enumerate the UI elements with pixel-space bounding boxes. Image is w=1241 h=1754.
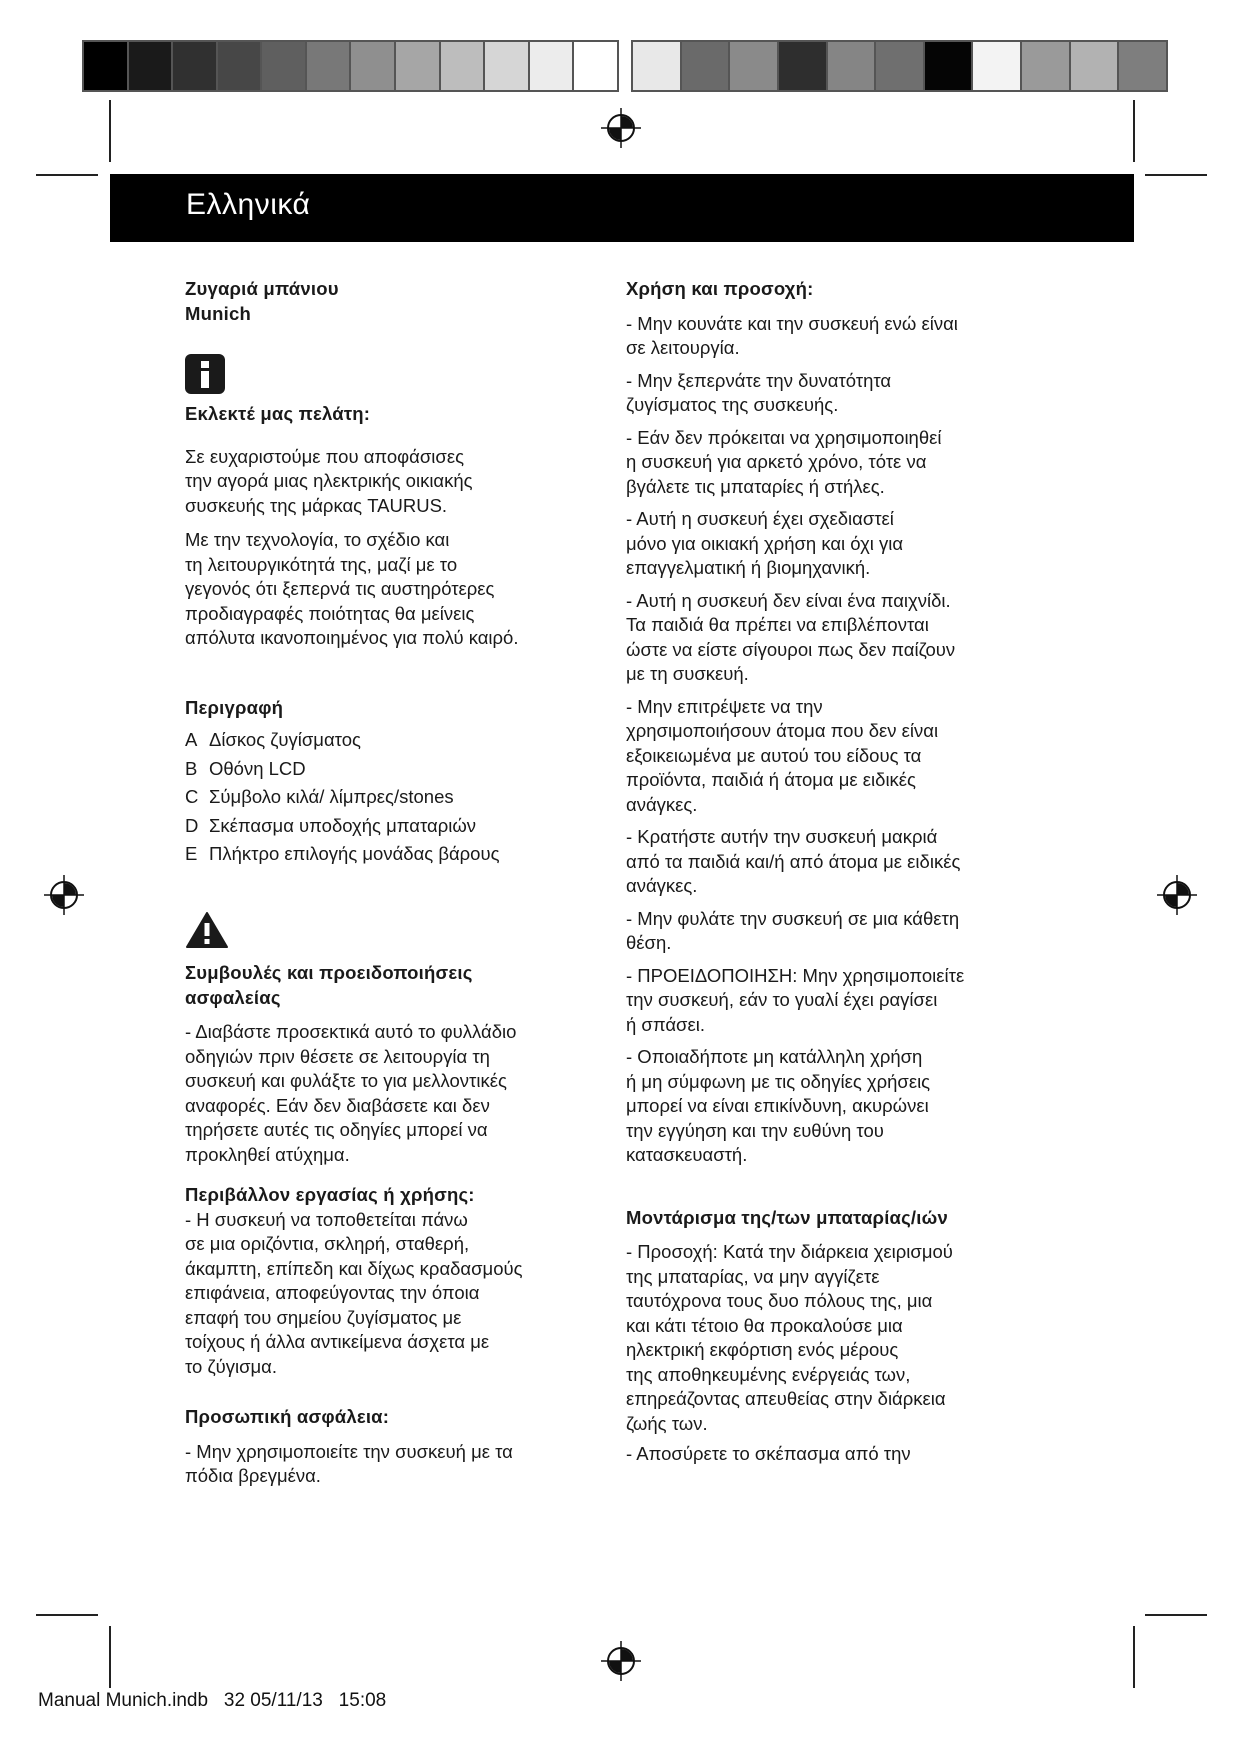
color-patch (218, 42, 263, 90)
color-patch (682, 42, 731, 90)
text-line: Με την τεχνολογία, το σχέδιο και (185, 529, 450, 550)
text-line: ταυτόχρονα τους δυο πόλους της, μια (626, 1290, 933, 1311)
crop-mark (1145, 174, 1207, 176)
text-line: σε μια οριζόντια, σκληρή, σταθερή, (185, 1233, 470, 1254)
description-item-letter: E (185, 843, 198, 864)
crop-mark (1145, 1614, 1207, 1616)
left-column (185, 277, 585, 1489)
color-calibration-strip-left (82, 40, 619, 92)
use-item (626, 695, 1036, 818)
text-line: ζωής των. (626, 1412, 708, 1434)
description-item (185, 842, 585, 867)
description-item-letter: D (185, 814, 199, 836)
text-line: απόλυτα ικανοποιημένος για πολύ καιρό. (185, 627, 519, 648)
color-patch (84, 42, 129, 90)
text-line: προδιαγραφές ποιότητας θα μείνεις (185, 602, 475, 624)
color-patch (876, 42, 925, 90)
use-item (626, 1045, 1036, 1168)
right-column (626, 277, 1036, 1467)
text-line: αναφορές. Εάν δεν διαβάσετε και δεν (185, 1094, 490, 1116)
text-line: ζυγίσματος της συσκευής. (626, 394, 839, 415)
text-line: μόνο για οικιακή χρήση και όχι για (626, 532, 904, 554)
text-line: ανάγκες. (626, 875, 698, 896)
intro-paragraph (185, 528, 585, 651)
text-line: επιφάνεια, αποφεύγοντας την όποια (185, 1282, 480, 1303)
use-item (626, 589, 1036, 687)
print-footer: Manual Munich.indb 32 05/11/13 15:08 (38, 1690, 387, 1711)
intro-paragraph (185, 445, 585, 519)
description-item-letter: A (185, 729, 198, 750)
description-item-text: Πλήκτρο επιλογής μονάδας βάρους (209, 843, 500, 864)
battery-paragraph-continued: - Αποσύρετε το σκέπασμα από την (626, 1443, 911, 1464)
color-patch (779, 42, 828, 90)
crop-mark (1133, 1626, 1135, 1688)
description-item (185, 785, 585, 810)
description-item (185, 728, 585, 753)
text-line: γεγονός ότι ξεπερνά τις αυστηρότερες (185, 578, 495, 599)
color-patch (730, 42, 779, 90)
text-line: την εγγύηση και την ευθύνη του (626, 1119, 884, 1141)
personal-safety-paragraph (185, 1440, 585, 1489)
description-item-letter: C (185, 786, 199, 807)
text-line: συσκευή και φυλάξτε το για μελλοντικές (185, 1070, 507, 1091)
text-line: επηρεάζοντας απευθείας στην διάρκεια (626, 1388, 946, 1409)
text-line: - Αυτή η συσκευή δεν είναι ένα παιχνίδι. (626, 589, 951, 611)
text-line: άκαμπτη, επίπεδη και δίχως κραδασμούς (185, 1257, 523, 1279)
text-line: από τα παιδιά και/ή από άτομα με ειδικές (626, 850, 961, 872)
text-line: - Κρατήστε αυτήν την συσκευή μακριά (626, 826, 938, 847)
use-item (626, 369, 1036, 418)
color-patch (530, 42, 575, 90)
color-patch (1022, 42, 1071, 90)
text-line: - ΠΡΟΕΙΔΟΠΟΙΗΣΗ: Μην χρησιμοποιείτε (626, 964, 965, 986)
text-line: τη λειτουργικότητά της, μαζί με το (185, 553, 458, 575)
text-line: προκληθεί ατύχημα. (185, 1143, 350, 1165)
language-header-band (110, 174, 1134, 242)
color-calibration-strip-right (631, 40, 1168, 92)
registration-target-icon (601, 108, 641, 148)
crop-mark (1133, 100, 1135, 162)
text-line: με τη συσκευή. (626, 663, 749, 684)
customer-heading: Εκλεκτέ μας πελάτη: (185, 403, 371, 424)
text-line: σε λειτουργία. (626, 337, 740, 358)
text-line: επαγγελματική ή βιομηχανική. (626, 557, 871, 578)
text-line: της αποθηκευμένης ενέργειάς των, (626, 1363, 911, 1385)
text-line: τηρήσετε αυτές τις οδηγίες μπορεί να (185, 1119, 488, 1140)
text-line: η συσκευή για αρκετό χρόνο, τότε να (626, 451, 927, 472)
text-line: Σε ευχαριστούμε που αποφάσισες (185, 445, 464, 467)
text-line: ή μη σύμφωνη με τις οδηγίες χρήσεις (626, 1070, 931, 1092)
use-item (626, 507, 1036, 581)
color-patch (633, 42, 682, 90)
text-line: ανάγκες. (626, 793, 698, 815)
text-line: και κάτι τέτοιο θα προκαλούσε μια (626, 1314, 903, 1336)
use-item (626, 825, 1036, 899)
color-patch (262, 42, 307, 90)
color-patch (351, 42, 396, 90)
color-patch (173, 42, 218, 90)
color-patch (485, 42, 530, 90)
product-title: Ζυγαριά μπάνιου (185, 278, 339, 299)
use-item (626, 964, 1036, 1038)
text-line: ή σπάσει. (626, 1013, 705, 1035)
text-line: - Μην κουνάτε και την συσκευή ενώ είναι (626, 312, 958, 334)
use-list (626, 312, 1036, 1168)
use-item (626, 312, 1036, 361)
description-item-text: Σκέπασμα υποδοχής μπαταριών (209, 814, 477, 836)
text-line: Τα παιδιά θα πρέπει να επιβλέπονται (626, 614, 929, 635)
safety-paragraph (185, 1020, 585, 1167)
text-line: την συσκευή, εάν το γυαλί έχει ραγίσει (626, 989, 938, 1010)
safety-heading: ασφαλείας (185, 986, 281, 1008)
description-heading: Περιγραφή (185, 696, 284, 718)
text-line: - Οποιαδήποτε μη κατάλληλη χρήση (626, 1046, 923, 1067)
text-line: - Μην επιτρέψετε να την (626, 695, 823, 717)
environment-paragraph (185, 1208, 585, 1380)
info-icon (185, 354, 225, 394)
text-line: την αγορά μιας ηλεκτρικής οικιακής (185, 470, 473, 491)
color-patch (1071, 42, 1120, 90)
text-line: τοίχους ή άλλα αντικείμενα άσχετα με (185, 1331, 490, 1352)
color-patch (828, 42, 877, 90)
registration-target-icon (601, 1641, 641, 1681)
use-item (626, 907, 1036, 956)
color-patch (925, 42, 974, 90)
description-item-text: Οθόνη LCD (209, 757, 306, 779)
text-line: επαφή του σημείου ζυγίσματος με (185, 1306, 462, 1328)
text-line: το ζύγισμα. (185, 1355, 278, 1377)
use-heading: Χρήση και προσοχή: (626, 278, 814, 299)
text-line: θέση. (626, 932, 672, 953)
text-line: κατασκευαστή. (626, 1144, 748, 1165)
registration-target-icon (1157, 875, 1197, 915)
text-line: προϊόντα, παιδιά ή άτομα με ειδικές (626, 769, 916, 790)
text-line: - Μην χρησιμοποιείτε την συσκευή με τα (185, 1440, 513, 1462)
description-item-letter: B (185, 757, 198, 779)
color-patch (129, 42, 174, 90)
color-patch (307, 42, 352, 90)
warning-icon (185, 911, 229, 949)
environment-heading: Περιβάλλον εργασίας ή χρήσης: (185, 1184, 475, 1205)
page-title: Ελληνικά (186, 188, 311, 221)
crop-mark (36, 1614, 98, 1616)
crop-mark (109, 100, 111, 162)
color-patch (574, 42, 617, 90)
description-item (185, 757, 585, 782)
text-line: μπορεί να είναι επικίνδυνη, ακυρώνει (626, 1095, 929, 1116)
text-line: της μπαταρίας, να μην αγγίζετε (626, 1265, 880, 1287)
battery-paragraph (626, 1240, 1036, 1436)
text-line: ώστε να είστε σίγουροι πως δεν παίζουν (626, 638, 956, 660)
safety-heading: Συμβουλές και προειδοποιήσεις (185, 962, 473, 983)
registration-target-icon (44, 875, 84, 915)
color-patch (396, 42, 441, 90)
text-line: - Μην ξεπερνάτε την δυνατότητα (626, 369, 892, 391)
text-line: χρησιμοποιήσουν άτομα που δεν είναι (626, 720, 939, 741)
description-item-text: Δίσκος ζυγίσματος (209, 729, 361, 750)
color-patch (441, 42, 486, 90)
personal-safety-heading: Προσωπική ασφάλεια: (185, 1406, 390, 1427)
text-line: - Εάν δεν πρόκειται να χρησιμοποιηθεί (626, 426, 942, 448)
text-line: οδηγιών πριν θέσετε σε λειτουργία τη (185, 1045, 490, 1067)
battery-heading: Μοντάρισμα της/των μπαταρίας/ιών (626, 1206, 948, 1228)
text-line: βγάλετε τις μπαταρίες ή στήλες. (626, 475, 885, 497)
description-item-text: Σύμβολο κιλά/ λίμπρες/stones (209, 786, 454, 807)
text-line: - Αυτή η συσκευή έχει σχεδιαστεί (626, 508, 894, 529)
color-patch (973, 42, 1022, 90)
text-line: - Προσοχή: Κατά την διάρκεια χειρισμού (626, 1241, 953, 1262)
use-item (626, 426, 1036, 500)
color-patch (1119, 42, 1166, 90)
crop-mark (36, 174, 98, 176)
text-line: πόδια βρεγμένα. (185, 1465, 321, 1486)
text-line: - Μην φυλάτε την συσκευή σε μια κάθετη (626, 907, 960, 929)
text-line: - Η συσκευή να τοποθετείται πάνω (185, 1208, 468, 1230)
description-item (185, 814, 585, 839)
text-line: εξοικειωμένα με αυτού του είδους τα (626, 744, 922, 766)
text-line: ηλεκτρική εκφόρτιση ενός μέρους (626, 1339, 899, 1360)
text-line: - Διαβάστε προσεκτικά αυτό το φυλλάδιο (185, 1021, 517, 1042)
text-line: συσκευής της μάρκας TAURUS. (185, 494, 448, 516)
product-model: Munich (185, 302, 251, 324)
description-list (185, 728, 585, 867)
crop-mark (109, 1626, 111, 1688)
